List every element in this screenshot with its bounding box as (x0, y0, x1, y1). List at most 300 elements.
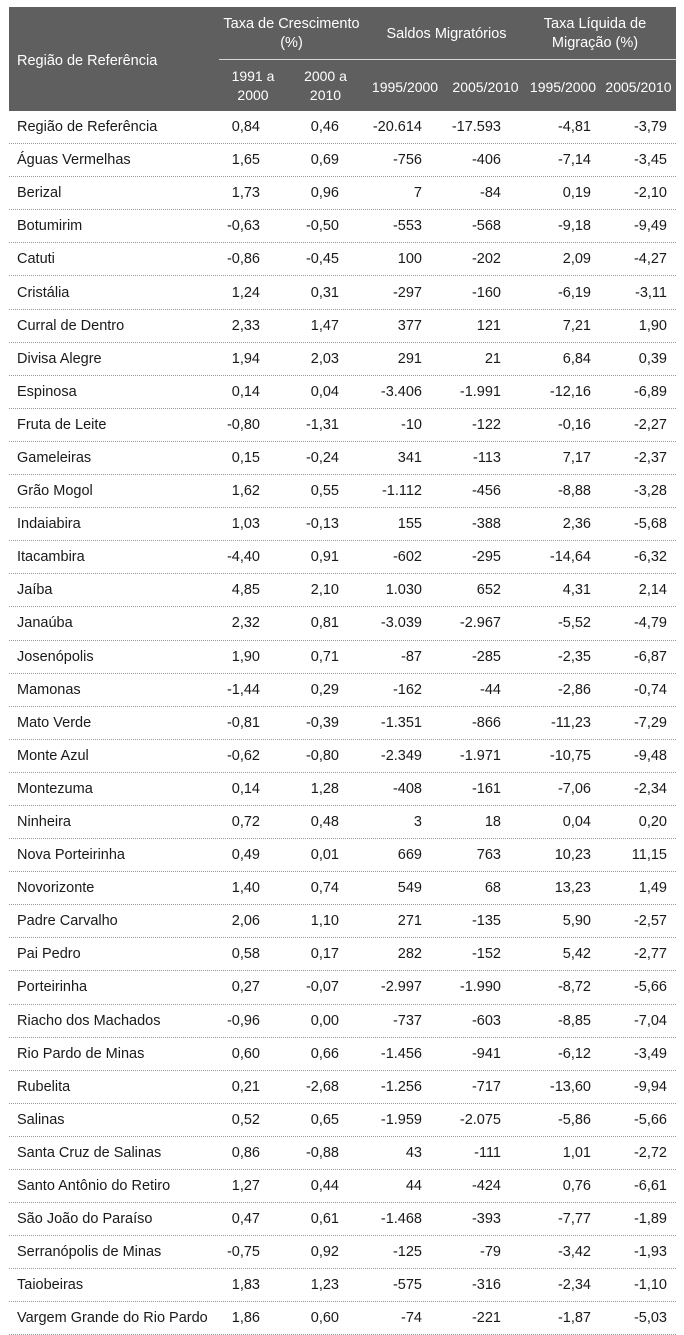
saldo-2005-2010-cell: -113 (473, 449, 501, 466)
taxa-1995-2000-cell: -7,06 (557, 780, 591, 797)
taxa-1995-2000-cell: 5,90 (562, 913, 591, 930)
growth-2000-2010-cell: 0,46 (310, 119, 339, 136)
growth-1991-2000-cell: 0,14 (231, 383, 260, 400)
table-row (9, 1203, 676, 1236)
table-body (9, 111, 676, 1335)
saldo-1995-2000-cell: 43 (405, 1144, 422, 1161)
growth-1991-2000-cell: 0,52 (231, 1111, 260, 1128)
taxa-2005-2010-cell: -3,28 (633, 483, 667, 500)
growth-2000-2010-cell: 0,31 (310, 284, 339, 301)
growth-2000-2010-cell: 0,65 (310, 1111, 339, 1128)
saldo-2005-2010-cell: -295 (471, 549, 501, 566)
saldo-1995-2000-cell: -553 (392, 218, 422, 235)
growth-2000-2010-cell: 1,23 (310, 1277, 339, 1294)
saldo-1995-2000-cell: -162 (392, 681, 422, 698)
growth-2000-2010-cell: -2,68 (305, 1078, 339, 1095)
growth-2000-2010-cell: 0,61 (310, 1211, 339, 1228)
growth-2000-2010-cell: 0,69 (310, 152, 339, 169)
taxa-1995-2000-cell: -7,77 (557, 1211, 591, 1228)
saldo-1995-2000-cell: -2.997 (380, 979, 422, 996)
saldo-1995-2000-cell: -1.256 (380, 1078, 422, 1095)
growth-1991-2000-cell: 1,03 (231, 516, 260, 533)
saldo-1995-2000-cell: -756 (392, 152, 422, 169)
growth-1991-2000-cell: -0,96 (226, 1012, 260, 1029)
saldo-2005-2010-cell: -79 (480, 1244, 501, 1261)
saldo-1995-2000-cell: -1.456 (380, 1045, 422, 1062)
taxa-2005-2010-cell: -4,27 (633, 251, 667, 268)
saldo-2005-2010-cell: -44 (480, 681, 501, 698)
growth-1991-2000-cell: 1,94 (231, 350, 260, 367)
region-name-cell: Nova Porteirinha (17, 847, 125, 864)
taxa-2005-2010-cell: -5,68 (633, 516, 667, 533)
growth-1991-2000-cell: 1,40 (231, 880, 260, 897)
saldo-1995-2000-cell: 377 (397, 317, 422, 334)
growth-2000-2010-cell: 1,10 (310, 913, 339, 930)
region-name-cell: Padre Carvalho (17, 913, 118, 930)
saldo-1995-2000-cell: 669 (397, 847, 422, 864)
saldo-1995-2000-cell: -1.351 (380, 714, 422, 731)
saldo-2005-2010-cell: -17.593 (451, 119, 501, 136)
taxa-1995-2000-cell: -13,60 (549, 1078, 591, 1095)
growth-1991-2000-cell: 1,86 (231, 1310, 260, 1327)
saldo-2005-2010-cell: -2.967 (459, 615, 501, 632)
growth-1991-2000-cell: 1,65 (231, 152, 260, 169)
saldo-1995-2000-cell: -2.349 (380, 747, 422, 764)
saldo-2005-2010-cell: -717 (471, 1078, 501, 1095)
taxa-1995-2000-cell: -3,42 (557, 1244, 591, 1261)
saldo-1995-2000-cell: -74 (401, 1310, 422, 1327)
taxa-2005-2010-cell: -2,27 (633, 416, 667, 433)
saldo-1995-2000-cell: 3 (413, 814, 422, 831)
taxa-2005-2010-cell: -9,48 (633, 747, 667, 764)
header-divider (219, 59, 676, 60)
growth-1991-2000-cell: 0,14 (231, 780, 260, 797)
saldo-2005-2010-cell: 763 (476, 847, 501, 864)
growth-1991-2000-cell: -0,75 (226, 1244, 260, 1261)
table-row (9, 210, 676, 243)
saldo-1995-2000-cell: -3.039 (380, 615, 422, 632)
region-name-cell: Ninheira (17, 814, 71, 831)
taxa-1995-2000-cell: -10,75 (549, 747, 591, 764)
saldo-1995-2000-cell: -408 (392, 780, 422, 797)
taxa-1995-2000-cell: -6,19 (557, 284, 591, 301)
table-row (9, 1038, 676, 1071)
saldo-2005-2010-cell: -388 (471, 516, 501, 533)
table-row (9, 1137, 676, 1170)
growth-2000-2010-cell: -0,80 (305, 747, 339, 764)
region-name-cell: Salinas (17, 1111, 65, 1128)
growth-1991-2000-cell: 0,86 (231, 1144, 260, 1161)
taxa-2005-2010-cell: -6,89 (633, 383, 667, 400)
growth-1991-2000-cell: 1,27 (231, 1178, 260, 1195)
growth-2000-2010-cell: 0,71 (310, 648, 339, 665)
growth-2000-2010-cell: 1,28 (310, 780, 339, 797)
taxa-2005-2010-cell: -1,89 (633, 1211, 667, 1228)
region-name-cell: Mato Verde (17, 714, 92, 731)
migration-balance-header: Saldos Migratórios (386, 26, 507, 42)
saldo-1995-2000-cell: -125 (392, 1244, 422, 1261)
saldo-1995-2000-cell: -1.959 (380, 1111, 422, 1128)
region-name-cell: Taiobeiras (17, 1277, 84, 1294)
taxa-2005-2010-cell: -2,34 (633, 780, 667, 797)
taxa-2005-2010-cell: -2,77 (633, 946, 667, 963)
saldo-1995-2000-cell: -575 (392, 1277, 422, 1294)
growth-1991-2000-cell: 2,33 (231, 317, 260, 334)
growth-2000-2010-cell: 0,60 (310, 1310, 339, 1327)
taxa-2005-2010-cell: -3,79 (633, 119, 667, 136)
taxa-1995-2000-cell: -0,16 (557, 416, 591, 433)
growth-2000-2010-cell: 0,74 (310, 880, 339, 897)
taxa-1995-2000-cell: 2,36 (562, 516, 591, 533)
table-row (9, 1104, 676, 1137)
region-name-cell: Rio Pardo de Minas (17, 1045, 145, 1062)
saldo-1995-2000-cell: 7 (413, 185, 422, 202)
saldo-2005-2010-cell: -1.991 (459, 383, 501, 400)
col-taxa-2005-2010-header: 2005/2010 (605, 79, 672, 95)
taxa-1995-2000-cell: -2,34 (557, 1277, 591, 1294)
saldo-2005-2010-cell: -111 (474, 1144, 501, 1161)
table-row (9, 1269, 676, 1302)
saldo-2005-2010-cell: -603 (471, 1012, 501, 1029)
saldo-1995-2000-cell: 100 (397, 251, 422, 268)
taxa-1995-2000-cell: 7,17 (562, 449, 591, 466)
saldo-2005-2010-cell: -1.971 (459, 747, 501, 764)
table-row (9, 409, 676, 442)
taxa-1995-2000-cell: -2,86 (557, 681, 591, 698)
saldo-1995-2000-cell: -87 (401, 648, 422, 665)
taxa-1995-2000-cell: 0,76 (562, 1178, 591, 1195)
taxa-2005-2010-cell: -5,66 (633, 979, 667, 996)
growth-2000-2010-cell: -0,07 (305, 979, 339, 996)
growth-2000-2010-cell: 0,00 (310, 1012, 339, 1029)
saldo-2005-2010-cell: -84 (480, 185, 501, 202)
col-1991-2000-header: 1991 a 2000 (231, 68, 275, 103)
growth-2000-2010-cell: 0,44 (310, 1178, 339, 1195)
table-row (9, 541, 676, 574)
saldo-2005-2010-cell: -941 (471, 1045, 501, 1062)
region-name-cell: Janaúba (17, 615, 73, 632)
table-row (9, 905, 676, 938)
taxa-1995-2000-cell: -4,81 (557, 119, 591, 136)
saldo-1995-2000-cell: -20.614 (372, 119, 422, 136)
growth-2000-2010-cell: -0,50 (305, 218, 339, 235)
taxa-2005-2010-cell: -7,29 (633, 714, 667, 731)
taxa-1995-2000-cell: 6,84 (562, 350, 591, 367)
taxa-2005-2010-cell: -5,03 (633, 1310, 667, 1327)
col-saldo-2005-2010-header: 2005/2010 (452, 79, 519, 95)
growth-2000-2010-cell: 0,29 (310, 681, 339, 698)
table-row (9, 1302, 676, 1335)
taxa-2005-2010-cell: -9,49 (633, 218, 667, 235)
region-name-cell: Santa Cruz de Salinas (17, 1144, 162, 1161)
growth-2000-2010-cell: -0,13 (305, 516, 339, 533)
table-row (9, 276, 676, 309)
growth-2000-2010-cell: 0,96 (310, 185, 339, 202)
taxa-2005-2010-cell: -1,10 (633, 1277, 667, 1294)
table-row (9, 938, 676, 971)
table-row (9, 1071, 676, 1104)
saldo-2005-2010-cell: -393 (471, 1211, 501, 1228)
saldo-2005-2010-cell: -122 (471, 416, 501, 433)
region-name-cell: Berizal (17, 185, 62, 202)
saldo-2005-2010-cell: 121 (476, 317, 501, 334)
growth-rate-header: Taxa de Crescimento (%) (223, 16, 360, 51)
saldo-2005-2010-cell: -406 (471, 152, 501, 169)
saldo-2005-2010-cell: -135 (471, 913, 501, 930)
growth-1991-2000-cell: -0,63 (226, 218, 260, 235)
saldo-2005-2010-cell: -866 (471, 714, 501, 731)
taxa-1995-2000-cell: 0,19 (562, 185, 591, 202)
saldo-1995-2000-cell: 282 (397, 946, 422, 963)
region-name-cell: São João do Paraíso (17, 1211, 153, 1228)
growth-1991-2000-cell: 0,72 (231, 814, 260, 831)
growth-2000-2010-cell: 0,01 (310, 847, 339, 864)
growth-1991-2000-cell: 0,84 (231, 119, 260, 136)
growth-1991-2000-cell: -0,86 (226, 251, 260, 268)
region-name-cell: Indaiabira (17, 516, 81, 533)
table-row (9, 806, 676, 839)
taxa-2005-2010-cell: -4,79 (633, 615, 667, 632)
growth-2000-2010-cell: 1,47 (310, 317, 339, 334)
growth-2000-2010-cell: -0,39 (305, 714, 339, 731)
taxa-2005-2010-cell: -3,49 (633, 1045, 667, 1062)
region-name-cell: Jaíba (17, 582, 53, 599)
saldo-1995-2000-cell: -602 (392, 549, 422, 566)
taxa-1995-2000-cell: 10,23 (554, 847, 591, 864)
growth-2000-2010-cell: 0,04 (310, 383, 339, 400)
saldo-2005-2010-cell: -221 (471, 1310, 501, 1327)
table-row (9, 574, 676, 607)
region-header: Região de Referência (17, 53, 158, 69)
growth-2000-2010-cell: 0,17 (310, 946, 339, 963)
region-name-cell: Fruta de Leite (17, 416, 107, 433)
taxa-1995-2000-cell: -1,87 (557, 1310, 591, 1327)
saldo-1995-2000-cell: -297 (392, 284, 422, 301)
region-name-cell: Curral de Dentro (17, 317, 125, 334)
taxa-1995-2000-cell: 2,09 (562, 251, 591, 268)
table-row (9, 641, 676, 674)
region-name-cell: Catuti (17, 251, 55, 268)
growth-2000-2010-cell: -0,24 (305, 449, 339, 466)
region-name-cell: Porteirinha (17, 979, 88, 996)
region-name-cell: Santo Antônio do Retiro (17, 1178, 171, 1195)
taxa-1995-2000-cell: -6,12 (557, 1045, 591, 1062)
region-name-cell: Monte Azul (17, 747, 89, 764)
growth-1991-2000-cell: 0,15 (231, 449, 260, 466)
growth-1991-2000-cell: -1,44 (226, 681, 260, 698)
region-name-cell: Novorizonte (17, 880, 95, 897)
saldo-1995-2000-cell: -737 (392, 1012, 422, 1029)
growth-1991-2000-cell: 4,85 (231, 582, 260, 599)
taxa-1995-2000-cell: -14,64 (549, 549, 591, 566)
table-row (9, 343, 676, 376)
saldo-1995-2000-cell: -3.406 (380, 383, 422, 400)
table-row (9, 144, 676, 177)
region-name-cell: Riacho dos Machados (17, 1012, 161, 1029)
taxa-2005-2010-cell: -2,72 (633, 1144, 667, 1161)
taxa-1995-2000-cell: -7,14 (557, 152, 591, 169)
taxa-1995-2000-cell: -8,72 (557, 979, 591, 996)
growth-2000-2010-cell: 0,48 (310, 814, 339, 831)
region-name-cell: Itacambira (17, 549, 85, 566)
saldo-2005-2010-cell: 68 (484, 880, 501, 897)
table-row (9, 839, 676, 872)
growth-1991-2000-cell: 0,21 (231, 1078, 260, 1095)
growth-1991-2000-cell: -0,81 (226, 714, 260, 731)
taxa-2005-2010-cell: 1,49 (638, 880, 667, 897)
growth-1991-2000-cell: 2,06 (231, 913, 260, 930)
growth-2000-2010-cell: 0,55 (310, 483, 339, 500)
taxa-2005-2010-cell: -2,10 (633, 185, 667, 202)
region-name-cell: Mamonas (17, 681, 81, 698)
taxa-2005-2010-cell: -6,61 (633, 1178, 667, 1195)
taxa-1995-2000-cell: 4,31 (562, 582, 591, 599)
taxa-1995-2000-cell: 7,21 (562, 317, 591, 334)
saldo-1995-2000-cell: 155 (397, 516, 422, 533)
growth-2000-2010-cell: -0,88 (305, 1144, 339, 1161)
taxa-1995-2000-cell: -8,85 (557, 1012, 591, 1029)
saldo-2005-2010-cell: -152 (471, 946, 501, 963)
net-migration-rate-header: Taxa Líquida de Migração (%) (543, 16, 647, 51)
saldo-2005-2010-cell: -2.075 (459, 1111, 501, 1128)
taxa-2005-2010-cell: -0,74 (633, 681, 667, 698)
saldo-2005-2010-cell: -285 (471, 648, 501, 665)
region-name-cell: Região de Referência (17, 119, 158, 136)
taxa-2005-2010-cell: 11,15 (631, 847, 667, 864)
taxa-2005-2010-cell: -7,04 (633, 1012, 667, 1029)
col-taxa-1995-2000-header: 1995/2000 (529, 79, 597, 95)
region-name-cell: Vargem Grande do Rio Pardo (17, 1310, 208, 1327)
region-name-cell: Divisa Alegre (17, 350, 102, 367)
growth-2000-2010-cell: 0,92 (310, 1244, 339, 1261)
saldo-2005-2010-cell: -456 (471, 483, 501, 500)
saldo-2005-2010-cell: -161 (471, 780, 501, 797)
taxa-1995-2000-cell: 0,04 (562, 814, 591, 831)
saldo-1995-2000-cell: -1.112 (381, 483, 422, 500)
taxa-1995-2000-cell: -12,16 (549, 383, 591, 400)
taxa-1995-2000-cell: -9,18 (557, 218, 591, 235)
taxa-2005-2010-cell: 0,20 (638, 814, 667, 831)
growth-1991-2000-cell: 0,49 (231, 847, 260, 864)
saldo-1995-2000-cell: 341 (397, 449, 422, 466)
table-row (9, 243, 676, 276)
region-name-cell: Gameleiras (17, 449, 92, 466)
taxa-1995-2000-cell: 5,42 (562, 946, 591, 963)
taxa-2005-2010-cell: -5,66 (633, 1111, 667, 1128)
region-name-cell: Águas Vermelhas (17, 152, 131, 169)
growth-2000-2010-cell: 0,81 (310, 615, 339, 632)
table-row (9, 707, 676, 740)
table-row (9, 177, 676, 210)
saldo-2005-2010-cell: -424 (471, 1178, 501, 1195)
saldo-1995-2000-cell: -10 (401, 416, 422, 433)
growth-2000-2010-cell: -1,31 (305, 416, 339, 433)
taxa-1995-2000-cell: -5,52 (557, 615, 591, 632)
growth-2000-2010-cell: 0,91 (310, 549, 339, 566)
growth-1991-2000-cell: 2,32 (231, 615, 260, 632)
table-row (9, 508, 676, 541)
growth-1991-2000-cell: -0,62 (226, 747, 260, 764)
col-2000-2010-header: 2000 a 2010 (304, 68, 347, 103)
growth-2000-2010-cell: 0,66 (310, 1045, 339, 1062)
table-row (9, 773, 676, 806)
taxa-2005-2010-cell: -3,11 (635, 284, 667, 301)
saldo-2005-2010-cell: 18 (484, 814, 501, 831)
saldo-1995-2000-cell: -1.468 (380, 1211, 422, 1228)
table-row (9, 310, 676, 343)
growth-1991-2000-cell: 1,73 (231, 185, 260, 202)
col-saldo-1995-2000-header: 1995/2000 (371, 79, 439, 95)
growth-1991-2000-cell: -0,80 (226, 416, 260, 433)
taxa-1995-2000-cell: -2,35 (557, 648, 591, 665)
table-row (9, 111, 676, 144)
saldo-2005-2010-cell: -202 (471, 251, 501, 268)
growth-1991-2000-cell: 1,24 (231, 284, 260, 301)
growth-1991-2000-cell: 0,58 (231, 946, 260, 963)
taxa-2005-2010-cell: -2,57 (633, 913, 667, 930)
table-row (9, 442, 676, 475)
saldo-2005-2010-cell: 21 (484, 350, 501, 367)
taxa-2005-2010-cell: -1,93 (633, 1244, 667, 1261)
taxa-1995-2000-cell: -8,88 (557, 483, 591, 500)
saldo-2005-2010-cell: -160 (471, 284, 501, 301)
taxa-2005-2010-cell: 2,14 (638, 582, 667, 599)
taxa-1995-2000-cell: 1,01 (562, 1144, 591, 1161)
taxa-2005-2010-cell: 0,39 (638, 350, 667, 367)
region-name-cell: Espinosa (17, 383, 77, 400)
table-header (9, 7, 676, 111)
table-row (9, 740, 676, 773)
region-name-cell: Botumirim (17, 218, 83, 235)
taxa-1995-2000-cell: 13,23 (554, 880, 591, 897)
growth-1991-2000-cell: -4,40 (226, 549, 260, 566)
table-row (9, 376, 676, 409)
table-row (9, 475, 676, 508)
growth-1991-2000-cell: 1,90 (231, 648, 260, 665)
region-name-cell: Pai Pedro (17, 946, 81, 963)
growth-1991-2000-cell: 1,62 (231, 483, 260, 500)
growth-1991-2000-cell: 0,47 (231, 1211, 260, 1228)
growth-2000-2010-cell: -0,45 (305, 251, 339, 268)
table-row (9, 971, 676, 1004)
taxa-1995-2000-cell: -5,86 (557, 1111, 591, 1128)
saldo-1995-2000-cell: 271 (397, 913, 422, 930)
region-name-cell: Montezuma (17, 780, 93, 797)
region-name-cell: Cristália (17, 284, 70, 301)
growth-1991-2000-cell: 0,27 (231, 979, 260, 996)
data-table (9, 7, 676, 1335)
taxa-2005-2010-cell: -6,32 (633, 549, 667, 566)
taxa-2005-2010-cell: 1,90 (638, 317, 667, 334)
saldo-2005-2010-cell: -568 (471, 218, 501, 235)
region-name-cell: Serranópolis de Minas (17, 1244, 162, 1261)
saldo-1995-2000-cell: 291 (397, 350, 422, 367)
taxa-2005-2010-cell: -9,94 (633, 1078, 667, 1095)
saldo-2005-2010-cell: -316 (471, 1277, 501, 1294)
taxa-1995-2000-cell: -11,23 (550, 714, 591, 731)
growth-2000-2010-cell: 2,03 (310, 350, 339, 367)
region-name-cell: Grão Mogol (17, 483, 93, 500)
table-row (9, 607, 676, 640)
saldo-1995-2000-cell: 44 (405, 1178, 422, 1195)
saldo-2005-2010-cell: 652 (476, 582, 501, 599)
table-row (9, 1170, 676, 1203)
taxa-2005-2010-cell: -3,45 (633, 152, 667, 169)
table-row (9, 674, 676, 707)
table-row (9, 1005, 676, 1038)
taxa-2005-2010-cell: -2,37 (633, 449, 667, 466)
saldo-1995-2000-cell: 549 (397, 880, 422, 897)
